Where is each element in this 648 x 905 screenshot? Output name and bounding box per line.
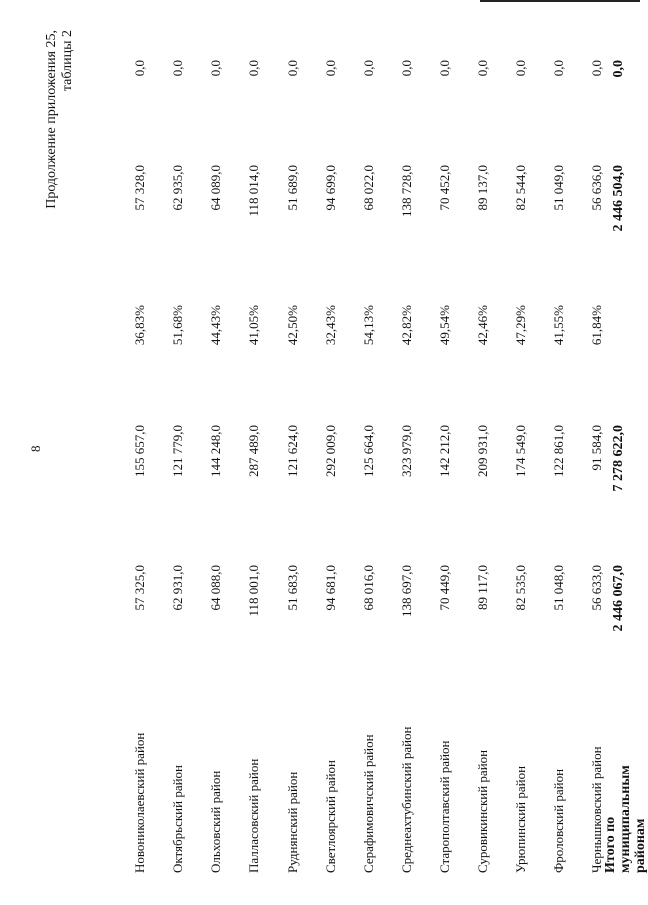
row-value-c5: 0,0 xyxy=(475,60,490,77)
total-value-c2: 7 278 622,0 xyxy=(611,425,626,492)
row-value-c2: 292 009,0 xyxy=(323,425,338,477)
row-value-c4: 118 014,0 xyxy=(246,165,261,217)
table-row xyxy=(551,0,571,905)
row-value-c3: 41,55% xyxy=(551,305,566,346)
row-value-c2: 287 489,0 xyxy=(246,425,261,477)
row-value-c1: 51 683,0 xyxy=(285,565,300,611)
row-value-c5: 0,0 xyxy=(361,60,376,77)
total-label: Итого по муниципальным районам xyxy=(603,765,648,873)
row-value-c4: 51 049,0 xyxy=(551,165,566,211)
row-value-c2: 121 779,0 xyxy=(170,425,185,477)
row-value-c5: 0,0 xyxy=(132,60,147,77)
row-district-name: Светлоярский район xyxy=(323,759,338,873)
row-value-c2: 323 979,0 xyxy=(399,425,414,477)
row-value-c3: 42,46% xyxy=(475,305,490,346)
row-value-c3: 36,83% xyxy=(132,305,147,346)
row-value-c4: 94 699,0 xyxy=(323,165,338,211)
row-value-c3: 44,43% xyxy=(208,305,223,346)
row-value-c4: 51 689,0 xyxy=(285,165,300,211)
row-value-c4: 62 935,0 xyxy=(170,165,185,211)
table-row xyxy=(437,0,457,905)
table-row xyxy=(361,0,381,905)
row-value-c4: 138 728,0 xyxy=(399,165,414,217)
row-district-name: Руднянский район xyxy=(285,771,300,873)
row-value-c4: 57 328,0 xyxy=(132,165,147,211)
row-district-name: Октябрьский район xyxy=(170,765,185,873)
row-value-c1: 68 016,0 xyxy=(361,565,376,611)
row-district-name: Урюпинский район xyxy=(513,765,528,873)
table-row xyxy=(323,0,343,905)
row-district-name: Старополтавский район xyxy=(437,740,452,873)
row-value-c1: 138 697,0 xyxy=(399,565,414,617)
total-value-c1: 2 446 067,0 xyxy=(611,565,626,632)
row-value-c3: 32,43% xyxy=(323,305,338,346)
continuation-caption xyxy=(44,30,76,230)
row-value-c3: 61,84% xyxy=(589,305,604,346)
total-row xyxy=(603,0,648,905)
row-district-name: Фроловский район xyxy=(551,768,566,873)
row-value-c5: 0,0 xyxy=(285,60,300,77)
table-row xyxy=(246,0,266,905)
row-value-c3: 54,13% xyxy=(361,305,376,346)
row-district-name: Серафимовичский район xyxy=(361,734,376,873)
row-district-name: Чернышковский район xyxy=(589,746,604,873)
row-value-c3: 51,68% xyxy=(170,305,185,346)
row-value-c4: 89 137,0 xyxy=(475,165,490,211)
row-value-c4: 56 636,0 xyxy=(589,165,604,211)
row-value-c1: 94 681,0 xyxy=(323,565,338,611)
page-number: 8 xyxy=(28,445,43,452)
table-row xyxy=(475,0,495,905)
row-value-c2: 174 549,0 xyxy=(513,425,528,477)
row-value-c4: 68 022,0 xyxy=(361,165,376,211)
row-value-c2: 122 861,0 xyxy=(551,425,566,477)
continuation-line-2: таблицы 2 xyxy=(60,30,75,92)
row-value-c1: 56 633,0 xyxy=(589,565,604,611)
row-value-c4: 70 452,0 xyxy=(437,165,452,211)
table-row xyxy=(513,0,533,905)
row-district-name: Палласовский район xyxy=(246,758,261,873)
row-value-c2: 209 931,0 xyxy=(475,425,490,477)
row-value-c2: 155 657,0 xyxy=(132,425,147,477)
row-value-c2: 144 248,0 xyxy=(208,425,223,477)
row-value-c3: 41,05% xyxy=(246,305,261,346)
row-district-name: Новониколаевский район xyxy=(132,732,147,873)
table-row xyxy=(170,0,190,905)
row-value-c1: 64 088,0 xyxy=(208,565,223,611)
row-district-name: Суровикинский район xyxy=(475,749,490,873)
row-value-c1: 57 325,0 xyxy=(132,565,147,611)
row-value-c4: 82 544,0 xyxy=(513,165,528,211)
row-value-c5: 0,0 xyxy=(323,60,338,77)
table-row xyxy=(399,0,419,905)
row-value-c5: 0,0 xyxy=(513,60,528,77)
row-value-c5: 0,0 xyxy=(399,60,414,77)
row-value-c1: 70 449,0 xyxy=(437,565,452,611)
table-row xyxy=(285,0,305,905)
row-value-c5: 0,0 xyxy=(170,60,185,77)
total-value-c5: 0,0 xyxy=(611,60,626,78)
total-value-c4: 2 446 504,0 xyxy=(611,165,626,232)
row-value-c1: 82 535,0 xyxy=(513,565,528,611)
row-value-c2: 121 624,0 xyxy=(285,425,300,477)
row-value-c5: 0,0 xyxy=(551,60,566,77)
row-value-c1: 89 117,0 xyxy=(475,565,490,611)
row-value-c2: 91 584,0 xyxy=(589,425,604,471)
row-value-c3: 42,82% xyxy=(399,305,414,346)
row-value-c3: 47,29% xyxy=(513,305,528,346)
row-value-c3: 42,50% xyxy=(285,305,300,346)
row-value-c5: 0,0 xyxy=(589,60,604,77)
continuation-line-1: Продолжение приложения 25, xyxy=(44,30,59,209)
table-row xyxy=(132,0,152,905)
row-value-c2: 125 664,0 xyxy=(361,425,376,477)
table-row xyxy=(208,0,228,905)
row-district-name: Ольховский район xyxy=(208,770,223,873)
row-value-c5: 0,0 xyxy=(208,60,223,77)
row-value-c3: 49,54% xyxy=(437,305,452,346)
row-value-c5: 0,0 xyxy=(437,60,452,77)
row-value-c2: 142 212,0 xyxy=(437,425,452,477)
row-value-c5: 0,0 xyxy=(246,60,261,77)
row-value-c4: 64 089,0 xyxy=(208,165,223,211)
row-value-c1: 51 048,0 xyxy=(551,565,566,611)
row-value-c1: 62 931,0 xyxy=(170,565,185,611)
row-value-c1: 118 001,0 xyxy=(246,565,261,617)
row-district-name: Среднеахтубинский район xyxy=(399,726,414,873)
